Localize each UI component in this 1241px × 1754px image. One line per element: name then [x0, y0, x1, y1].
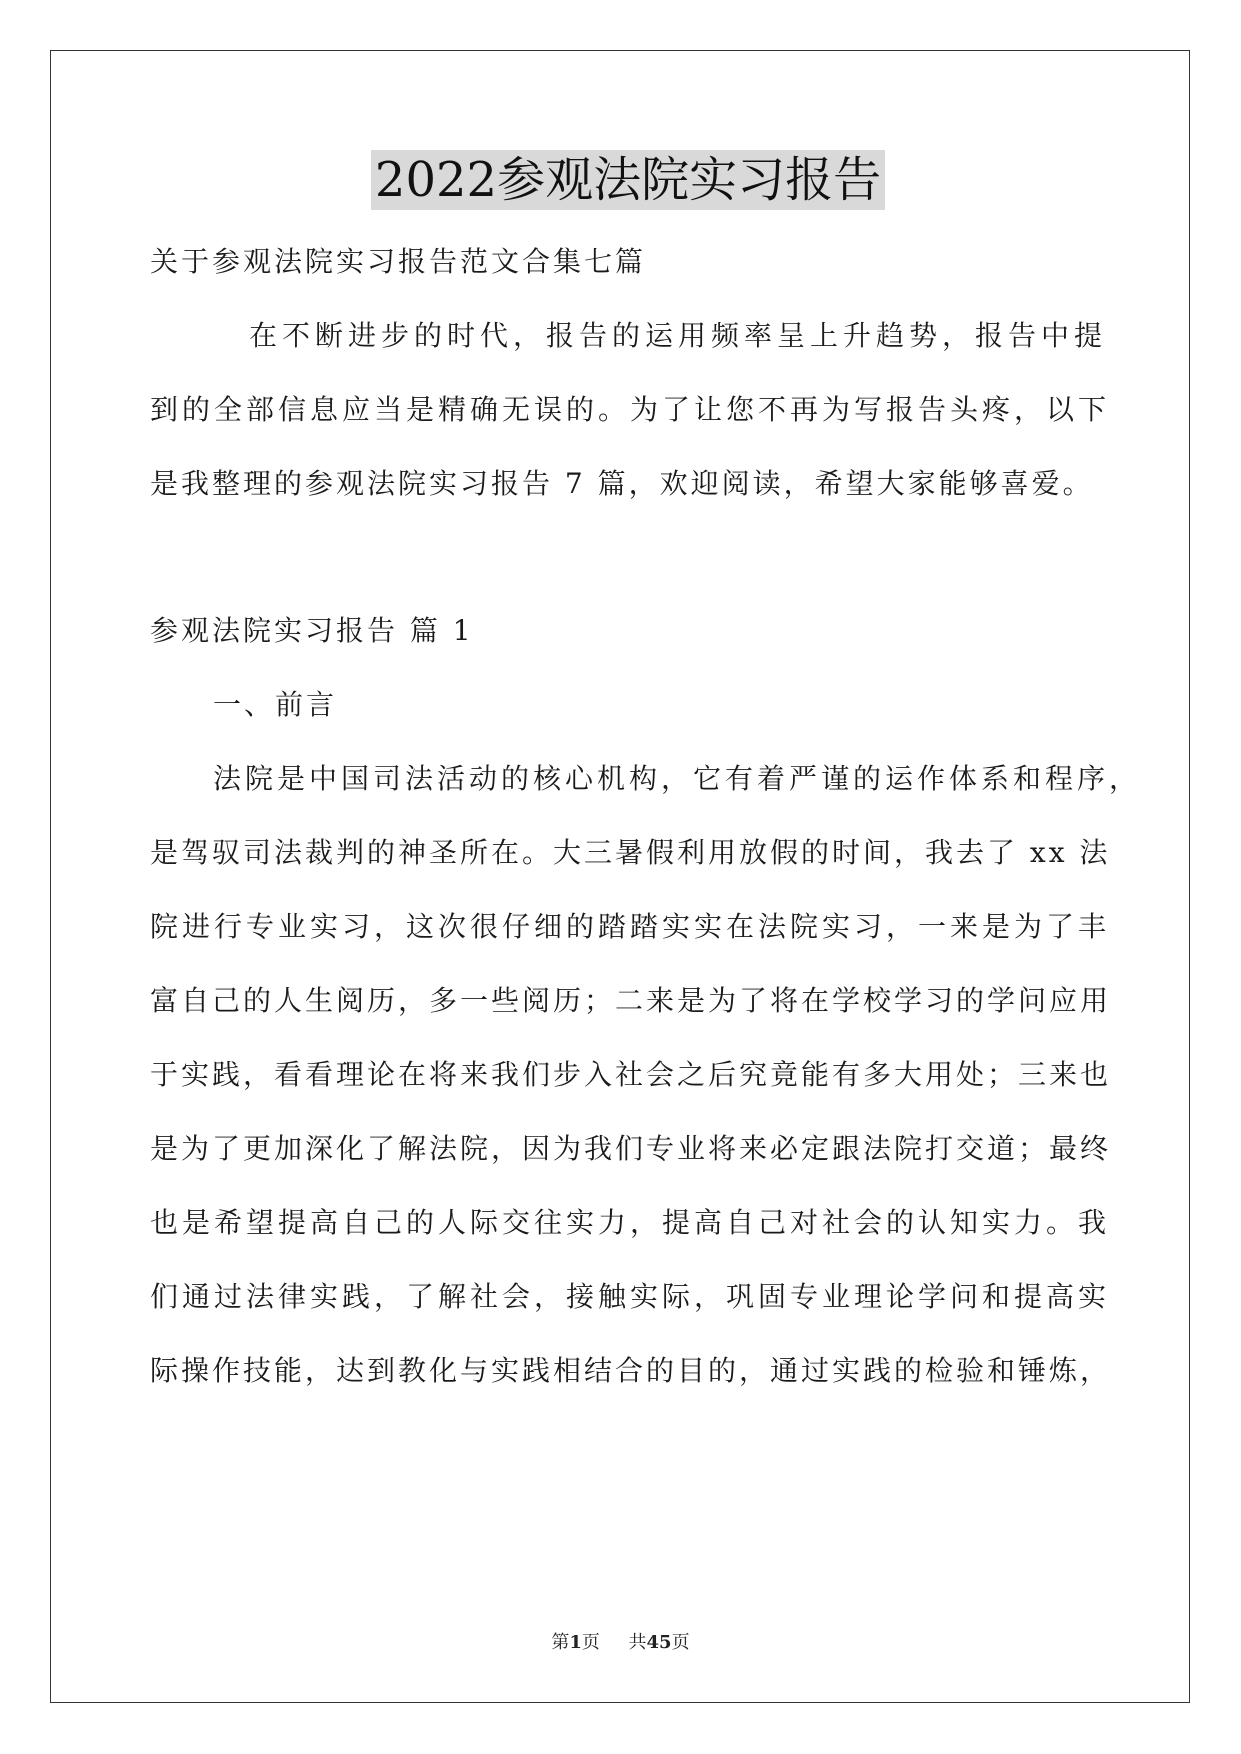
paragraph-line: 们通过法律实践，了解社会，接触实际，巩固专业理论学问和提高实: [150, 1280, 1111, 1313]
paragraph-line: 是我整理的参观法院实习报告 7 篇，欢迎阅读，希望大家能够喜爱。: [150, 467, 1094, 500]
total-prefix: 共: [628, 1632, 647, 1653]
subsection-heading: 一、前言: [213, 688, 338, 721]
page-footer: [0, 1628, 1241, 1654]
title-wrap: [153, 150, 1103, 210]
section-heading: 参观法院实习报告 篇 1: [150, 614, 474, 647]
paragraph-line: 际操作技能，达到教化与实践相结合的目的，通过实践的检验和锤炼，: [150, 1354, 1112, 1387]
page-total: 45: [646, 1632, 672, 1653]
document-title: 2022参观法院实习报告: [371, 150, 885, 210]
paragraph-line: 是驾驭司法裁判的神圣所在。大三暑假利用放假的时间，我去了 xx 法: [150, 836, 1111, 869]
total-suffix: 页: [671, 1632, 690, 1653]
paragraph-line: 是为了更加深化了解法院，因为我们专业将来必定跟法院打交道；最终: [150, 1132, 1112, 1165]
page-suffix: 页: [581, 1632, 600, 1653]
paragraph-line: 到的全部信息应当是精确无误的。为了让您不再为写报告头疼，以下: [150, 393, 1111, 426]
paragraph-line: 于实践，看看理论在将来我们步入社会之后究竟能有多大用处；三来也: [150, 1058, 1112, 1091]
paragraph-line: 也是希望提高自己的人际交往实力，提高自己对社会的认知实力。我: [150, 1206, 1111, 1239]
subtitle-line: 关于参观法院实习报告范文合集七篇: [150, 245, 647, 278]
page-prefix: 第: [551, 1632, 570, 1653]
paragraph-line: 院进行专业实习，这次很仔细的踏踏实实在法院实习，一来是为了丰: [150, 910, 1111, 943]
paragraph-line: 法院是中国司法活动的核心机构，它有着严谨的运作体系和程序，: [213, 762, 1142, 795]
paragraph-line: 富自己的人生阅历，多一些阅历；二来是为了将在学校学习的学问应用: [150, 984, 1112, 1017]
page-border: [50, 50, 1190, 1703]
page-current: 1: [569, 1632, 582, 1653]
paragraph-line: 在不断进步的时代，报告的运用频率呈上升趋势，报告中提: [249, 319, 1108, 352]
